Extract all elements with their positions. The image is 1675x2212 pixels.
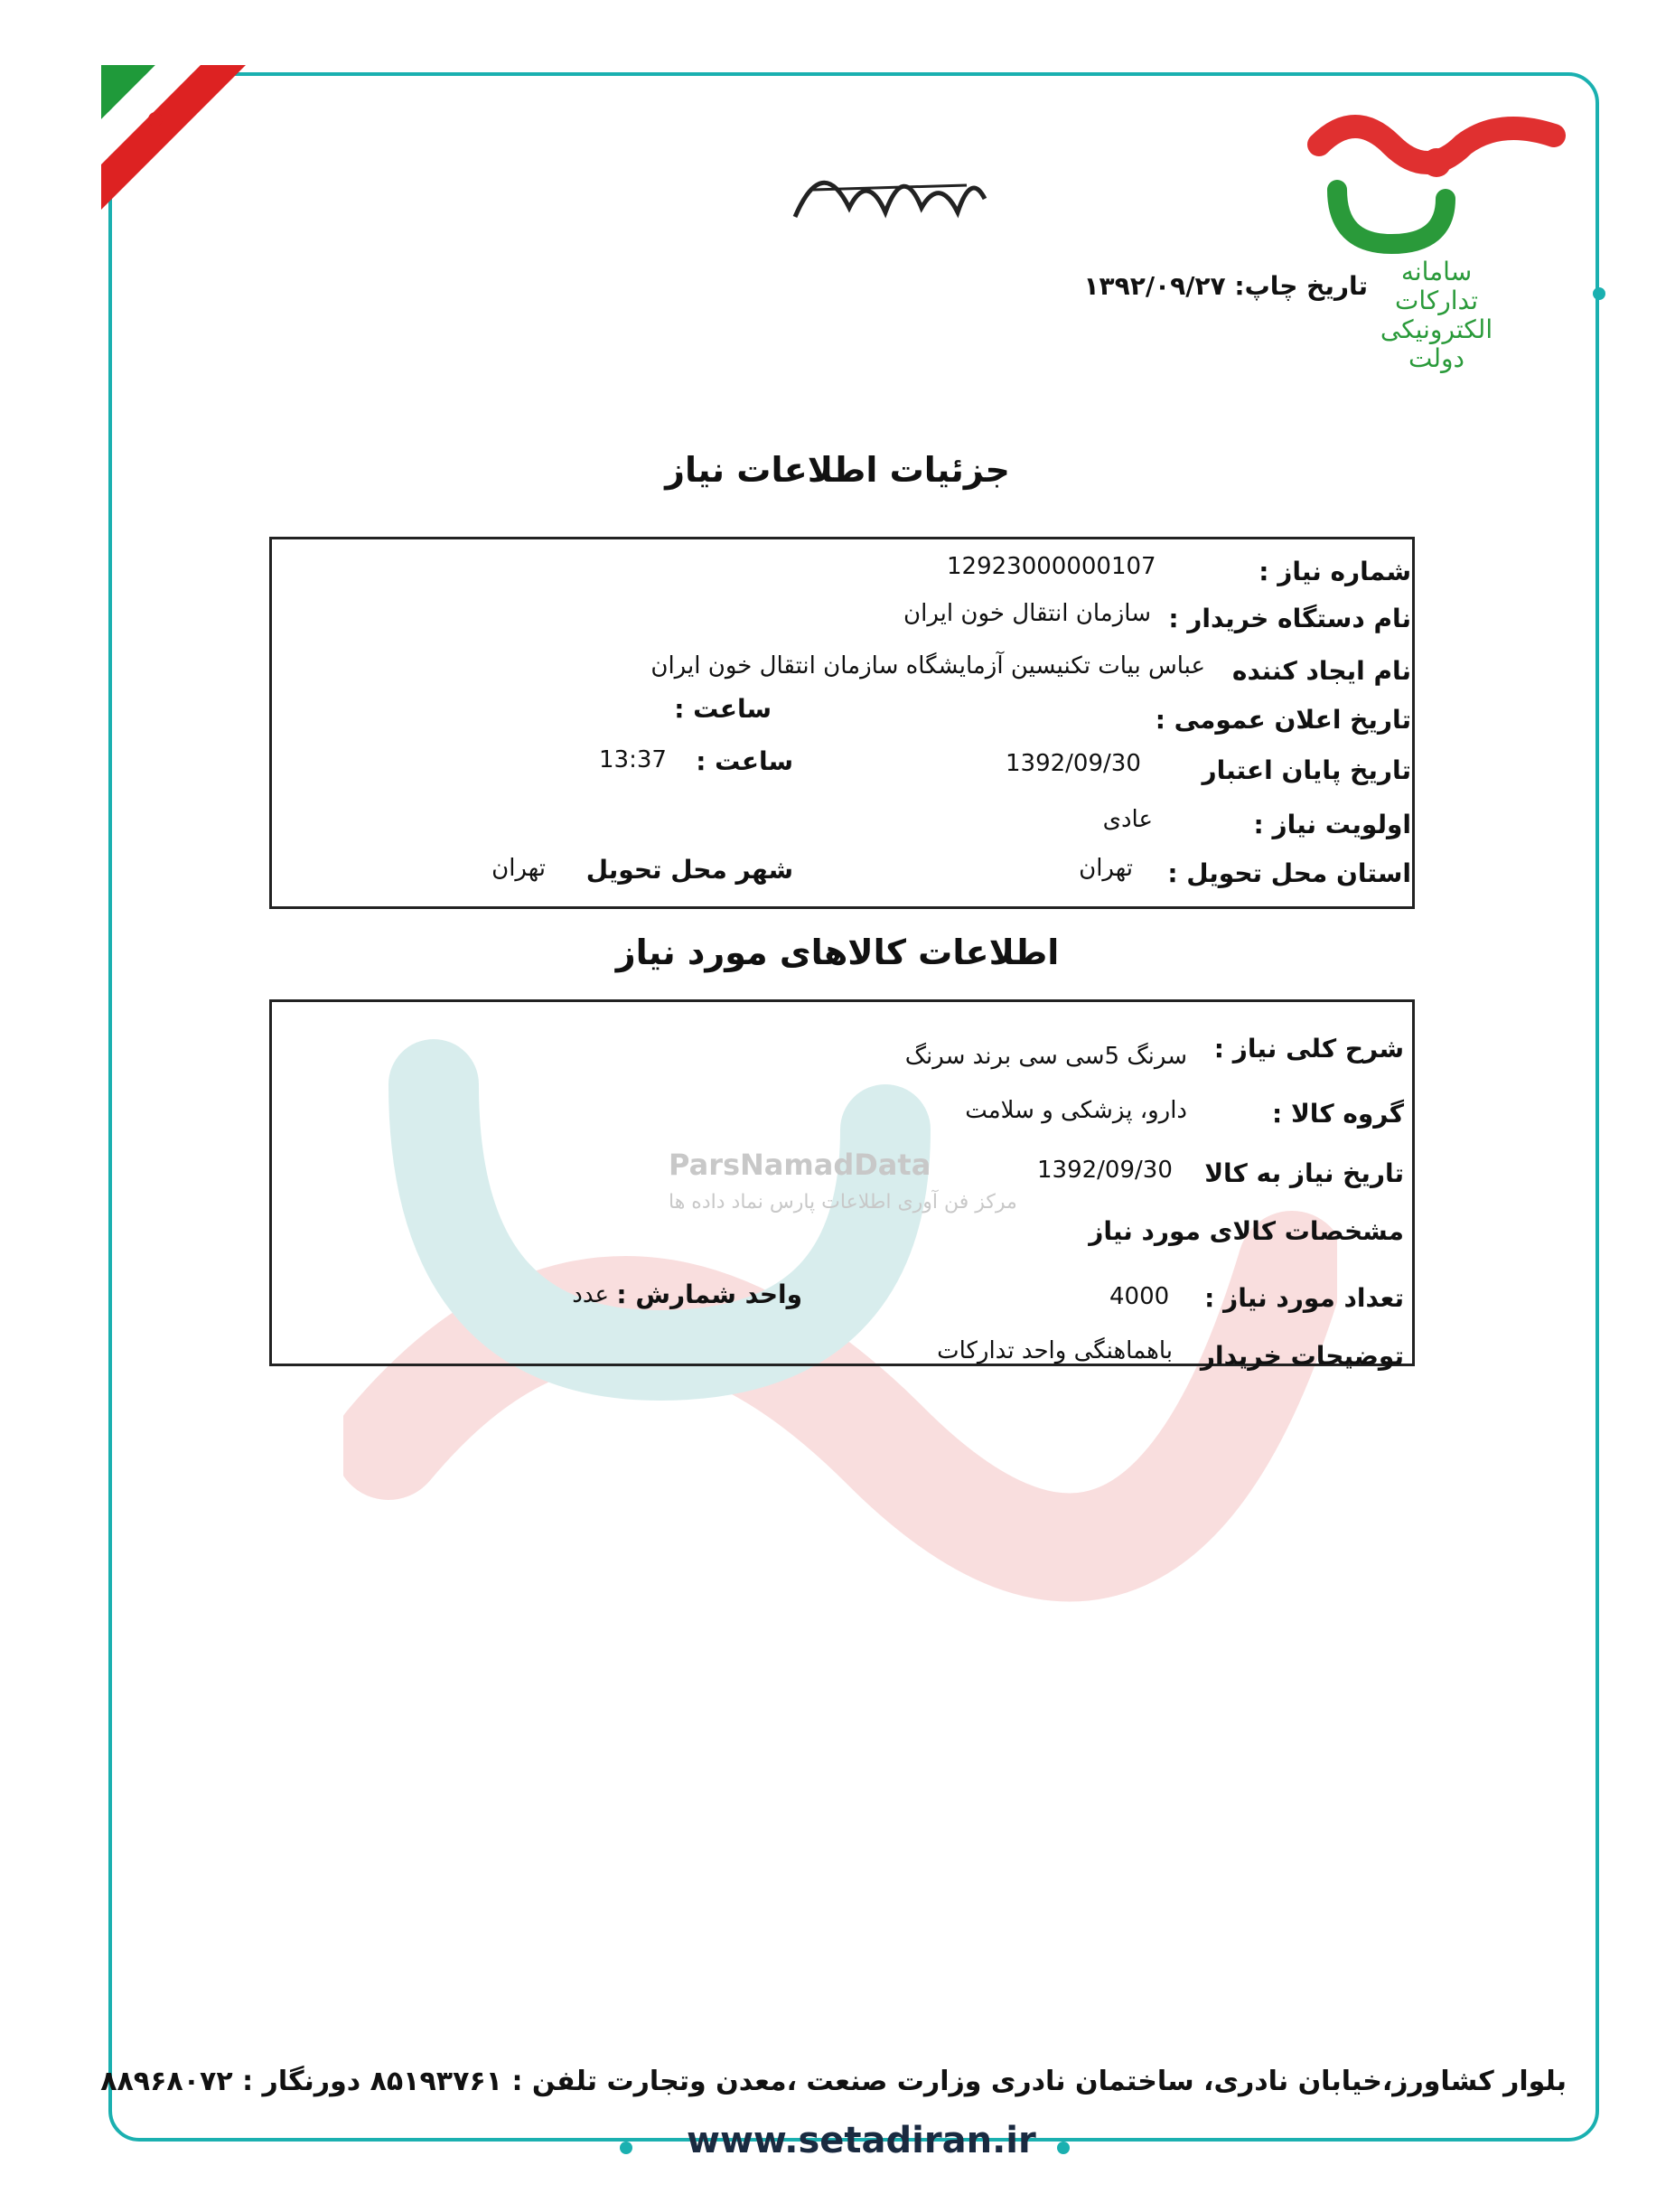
group-value: دارو، پزشکی و سلامت <box>965 1097 1187 1124</box>
general-desc-label: شرح کلی نیاز : <box>1213 1034 1404 1064</box>
creator-value: عباس بیات تکنیسین آزمایشگاه سازمان انتقال خون ایران <box>650 652 1205 680</box>
province-value: تهران <box>1079 855 1133 882</box>
priority-label: اولویت نیاز : <box>1253 810 1411 839</box>
city-value: تهران <box>491 855 546 882</box>
unit-value: عدد <box>572 1281 609 1308</box>
svg-text:دولت: دولت <box>1408 343 1465 373</box>
buyer-value: سازمان انتقال خون ایران <box>903 600 1151 627</box>
section1-title: جزئیات اطلاعات نیاز <box>665 450 1010 490</box>
iran-flag-icon <box>101 65 246 246</box>
watermark-subtitle: مرکز فن آوری اطلاعات پارس نماد داده ها <box>669 1191 1017 1214</box>
frame-dot <box>1593 287 1605 300</box>
validity-end-label: تاریخ پایان اعتبار <box>1202 755 1411 785</box>
bismillah-calligraphy <box>786 136 994 244</box>
need-date-label: تاریخ نیاز به کالا <box>1204 1158 1404 1188</box>
validity-end-value: 1392/09/30 <box>1006 750 1141 777</box>
province-label: استان محل تحویل : <box>1167 858 1411 888</box>
need-date-value: 1392/09/30 <box>1037 1157 1173 1184</box>
need-number-label: شماره نیاز : <box>1259 557 1411 586</box>
print-date-label: تاریخ چاپ: <box>1234 271 1368 301</box>
validity-time-value: 13:37 <box>599 746 667 773</box>
section2-title: اطلاعات کالاهای مورد نیاز <box>615 933 1060 972</box>
svg-text:سامانه: سامانه <box>1400 257 1473 286</box>
footer-dot-left <box>620 2142 632 2154</box>
quantity-value: 4000 <box>1109 1283 1170 1310</box>
svg-text:تدارکات: تدارکات <box>1394 286 1479 315</box>
buyer-notes-label: توضیحات خریدار <box>1200 1341 1404 1371</box>
specs-label: مشخصات کالای مورد نیاز <box>1089 1216 1404 1246</box>
announce-date-label: تاریخ اعلان عمومی : <box>1155 705 1411 735</box>
print-date <box>1083 271 1368 301</box>
city-label: شهر محل تحویل <box>585 855 793 885</box>
unit-label: واحد شمارش : <box>616 1279 802 1309</box>
footer-dot-right <box>1057 2142 1070 2154</box>
svg-text:الکترونیکی: الکترونیکی <box>1380 314 1493 344</box>
buyer-notes-value: باهماهنگی واحد تدارکات <box>937 1337 1173 1364</box>
priority-value: عادی <box>1102 806 1153 833</box>
announce-time-label: ساعت : <box>674 694 772 724</box>
buyer-label: نام دستگاه خریدار : <box>1168 604 1411 633</box>
print-date-value: ۱۳۹۲/۰۹/۲۷ <box>1083 271 1226 301</box>
setad-logo <box>1301 108 1572 380</box>
watermark-brand: ParsNamadData <box>669 1148 931 1182</box>
validity-time-label: ساعت : <box>696 746 793 776</box>
creator-label: نام ایجاد کننده <box>1231 656 1411 686</box>
general-desc-value: سرنگ 5سی سی برند سرنگ <box>904 1043 1187 1070</box>
footer-url[interactable]: www.setadiran.ir <box>687 2120 1036 2161</box>
quantity-label: تعداد مورد نیاز : <box>1204 1283 1404 1313</box>
need-number-value: 12923000000107 <box>947 553 1156 580</box>
group-label: گروه کالا : <box>1272 1099 1404 1129</box>
footer-address: بلوار کشاورز،خیابان نادری، ساختمان نادری وزارت صنعت ،معدن وتجارت تلفن : ۸۵۱۹۳۷۶۱ دورنگار : ۸۸۹۶۸۰۷۲ <box>100 2066 1567 2097</box>
